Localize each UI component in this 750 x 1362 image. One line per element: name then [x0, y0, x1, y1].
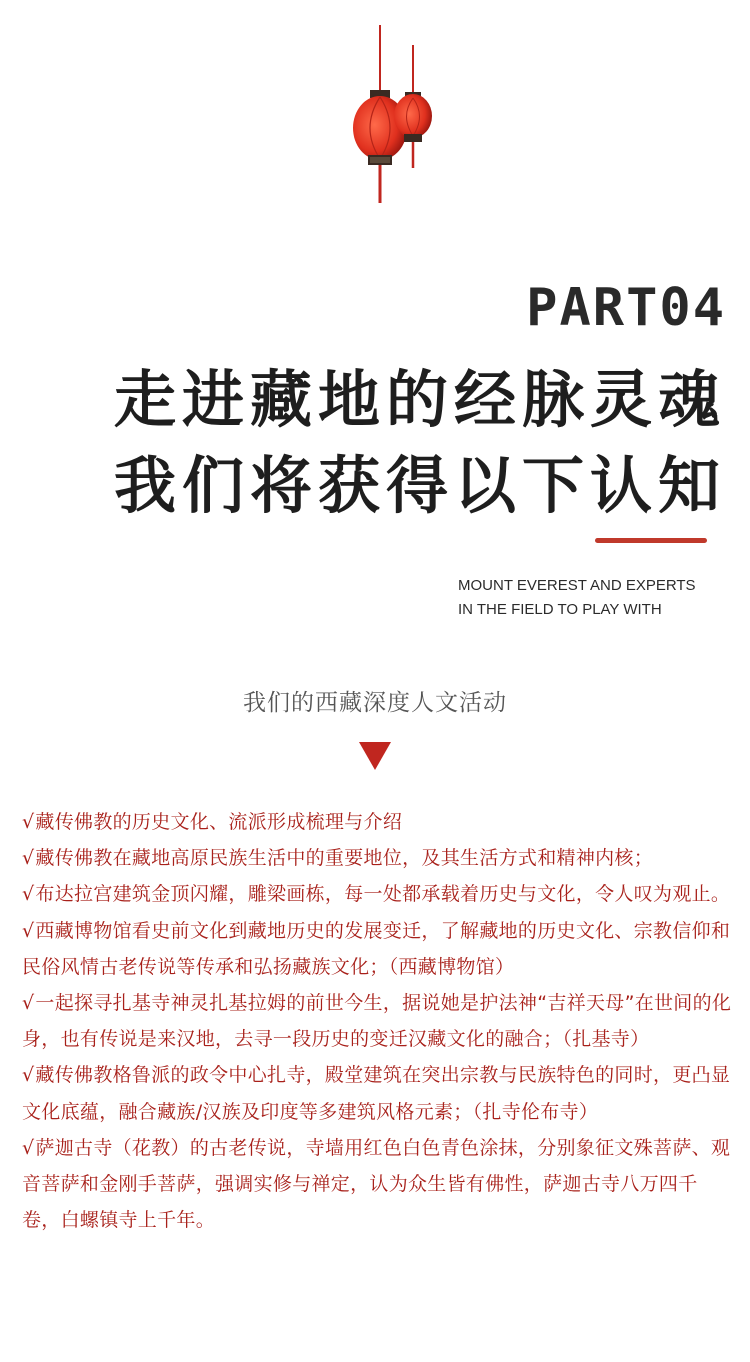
part-label: PART04: [526, 278, 726, 338]
red-lanterns-icon: [340, 0, 450, 220]
check-icon: √: [22, 919, 35, 942]
activity-text: 布达拉宫建筑金顶闪耀，雕梁画栋，每一处都承载着历史与文化，令人叹为观止。: [35, 883, 731, 906]
check-icon: √: [22, 1064, 35, 1087]
activity-text: 西藏博物馆看史前文化到藏地历史的发展变迁，了解藏地的历史文化、宗教信仰和民俗风情古老传说等传承和弘扬藏族文化；（西藏博物馆）: [22, 919, 731, 978]
english-subtitle: [458, 574, 743, 622]
subtitle-line-1: MOUNT EVEREST AND EXPERTS: [458, 577, 696, 594]
activity-text: 一起探寻扎基寺神灵扎基拉姆的前世今生，据说她是护法神“吉祥天母”在世间的化身，也有传说是来汉地，去寻一段历史的变迁汉藏文化的融合；（扎基寺）: [22, 992, 732, 1051]
activity-text: 萨迦古寺（花教）的古老传说，寺墙用红色白色青色涂抹，分别象征文殊菩萨、观音菩萨和金刚手菩萨，强调实修与禅定，认为众生皆有佛性，萨迦古寺八万四千卷，白螺镇寺上千年。: [22, 1136, 731, 1232]
list-item: [22, 840, 734, 876]
list-item: [22, 913, 734, 985]
list-item: [22, 1130, 734, 1239]
list-item: [22, 985, 734, 1057]
list-item: [22, 1057, 734, 1129]
section-heading: 我们的西藏深度人文活动: [243, 690, 507, 716]
headline-line-1: 走进藏地的经脉灵魂: [113, 363, 726, 436]
check-icon: √: [22, 847, 35, 870]
accent-divider: [595, 538, 707, 543]
activity-list: [22, 804, 734, 1238]
down-triangle-icon: [359, 742, 391, 770]
subtitle-line-2: IN THE FIELD TO PLAY WITH: [458, 601, 662, 618]
list-item: [22, 876, 734, 912]
check-icon: √: [22, 811, 35, 833]
check-icon: √: [22, 883, 35, 906]
headline-line-2: 我们将获得以下认知: [113, 449, 726, 522]
activity-text: 藏传佛教的历史文化、流派形成梳理与介绍: [35, 811, 403, 833]
check-icon: √: [22, 1136, 35, 1159]
activity-text: 藏传佛教格鲁派的政令中心扎寺，殿堂建筑在突出宗教与民族特色的同时，更凸显文化底蕴，融合藏族/汉族及印度等多建筑风格元素；（扎寺伦布寺）: [22, 1064, 731, 1123]
list-item: [22, 804, 734, 840]
activity-text: 藏传佛教在藏地高原民族生活中的重要地位，及其生活方式和精神内核；: [35, 847, 654, 870]
check-icon: √: [22, 992, 35, 1015]
